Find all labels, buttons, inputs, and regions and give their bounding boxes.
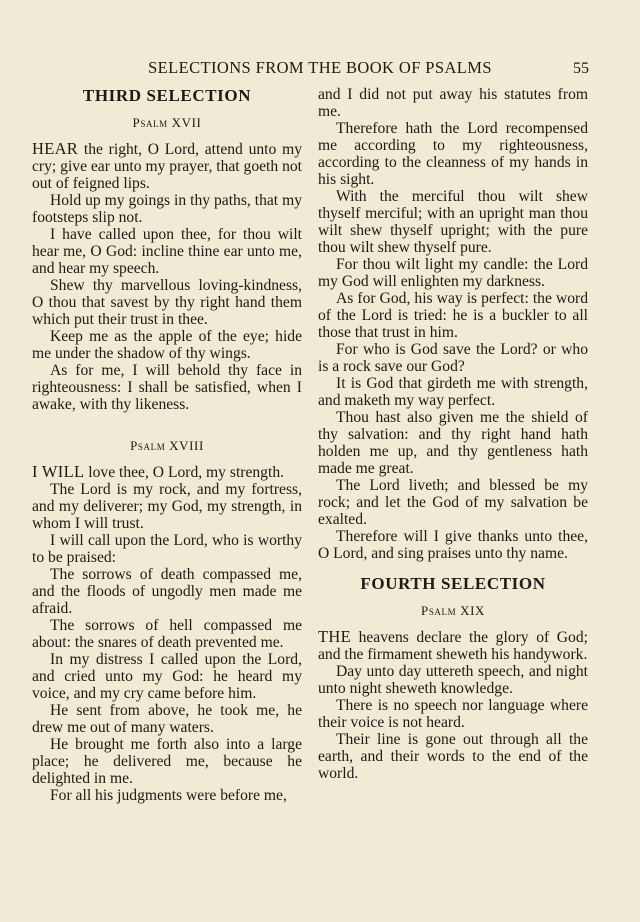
verse: THE heavens declare the glory of God; and the firmament sheweth his handywork. bbox=[318, 627, 588, 663]
verse: I WILL love thee, O Lord, my strength. bbox=[32, 462, 285, 481]
psalm-19-heading: Psalm XIX bbox=[421, 603, 485, 618]
verse: Therefore hath the Lord recompensed me according to my righteousness, according to the cleanness of my hands in his sight. bbox=[318, 120, 588, 188]
opening-word: HEAR bbox=[32, 139, 79, 158]
verse: Thou hast also given me the shield of thy salvation: and thy right hand hath holden me up, and thy gentleness hath made me great. bbox=[318, 409, 588, 477]
verse: Hold up my goings in thy paths, that my footsteps slip not. bbox=[32, 192, 302, 226]
verse: I will call upon the Lord, who is worthy to be praised: bbox=[32, 532, 302, 566]
verse: As for me, I will behold thy face in righteousness: I shall be satisfied, when I awake, with thy likeness. bbox=[32, 362, 302, 413]
verse: Keep me as the apple of the eye; hide me under the shadow of thy wings. bbox=[32, 328, 302, 362]
psalm-18-heading: Psalm XVIII bbox=[130, 438, 204, 453]
verse: HEAR the right, O Lord, attend unto my cry; give ear unto my prayer, that goeth not out of feigned lips. bbox=[32, 139, 303, 192]
verse: The Lord liveth; and blessed be my rock; and let the God of my salvation be exalted. bbox=[318, 477, 588, 528]
verse-continued: and I did not put away his statutes from me. bbox=[318, 86, 588, 120]
opening-word: THE bbox=[318, 627, 351, 646]
verse: Day unto day uttereth speech, and night unto night sheweth knowledge. bbox=[318, 663, 588, 697]
verse: The Lord is my rock, and my fortress, and my deliverer; my God, my strength, in whom I will trust. bbox=[32, 481, 302, 532]
verse: The sorrows of hell compassed me about: the snares of death prevented me. bbox=[32, 617, 302, 651]
verse: He brought me forth also into a large place; he delivered me, because he delighted in me. bbox=[32, 736, 302, 787]
verse: There is no speech nor language where their voice is not heard. bbox=[318, 697, 588, 731]
verse: For all his judgments were before me, bbox=[50, 787, 287, 804]
opening-word: I WILL bbox=[32, 462, 85, 481]
verse: The sorrows of death compassed me, and the floods of ungodly men made me afraid. bbox=[32, 566, 302, 617]
verse: For thou wilt light my candle: the Lord my God will enlighten my darkness. bbox=[318, 256, 588, 290]
right-column bbox=[318, 86, 588, 782]
verse: Shew thy marvellous loving-kindness, O thou that savest by thy right hand them which put their trust in thee. bbox=[32, 277, 302, 328]
verse: As for God, his way is perfect: the word of the Lord is tried: he is a buckler to all those that trust in him. bbox=[318, 290, 588, 341]
verse: In my distress I called upon the Lord, and cried unto my God: he heard my voice, and my cry came before him. bbox=[32, 651, 302, 702]
psalm-17-heading: Psalm XVII bbox=[132, 115, 202, 130]
left-column bbox=[32, 86, 302, 804]
verse: He sent from above, he took me, he drew me out of many waters. bbox=[32, 702, 302, 736]
page-number: 55 bbox=[573, 60, 589, 77]
running-title: SELECTIONS FROM THE BOOK OF PSALMS bbox=[148, 58, 492, 77]
verse: I have called upon thee, for thou wilt hear me, O God: incline thine ear unto me, and hear my speech. bbox=[32, 226, 302, 277]
verse: Therefore will I give thanks unto thee, O Lord, and sing praises unto thy name. bbox=[318, 528, 588, 562]
verse: It is God that girdeth me with strength, and maketh my way perfect. bbox=[318, 375, 588, 409]
verse: Their line is gone out through all the earth, and their words to the end of the world. bbox=[318, 731, 588, 782]
third-selection-title: THIRD SELECTION bbox=[82, 86, 252, 105]
fourth-selection-title: FOURTH SELECTION bbox=[360, 574, 546, 593]
verse: With the merciful thou wilt shew thyself merciful; with an upright man thou wilt shew thyself upright; with the pure thou wilt shew thyself pure. bbox=[318, 188, 588, 256]
verse: For who is God save the Lord? or who is a rock save our God? bbox=[318, 341, 588, 375]
